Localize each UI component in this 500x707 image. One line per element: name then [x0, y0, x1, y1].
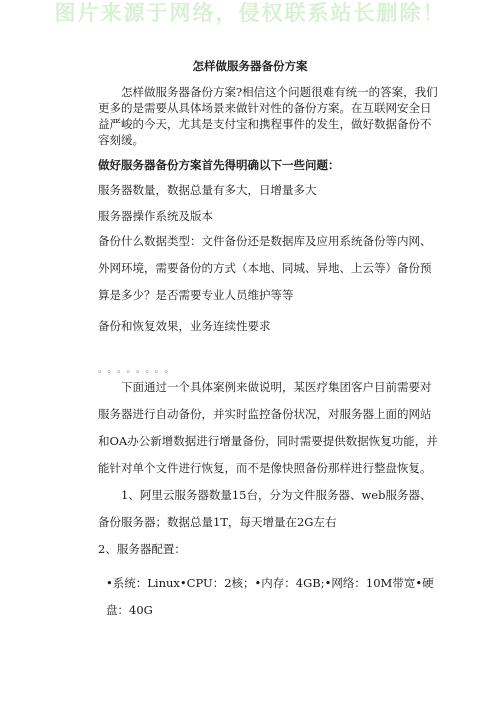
question-data-type: 备份什么数据类型：文件备份还是数据库及应用系统备份等内网、外网环境，需要备份的方式（本地、同城、异地、上云等）备份预算是多少？是否需要专业人员维护等等 [98, 234, 432, 302]
server-spec-list: •系统：Linux•CPU：2核；•内存：4GB;•网络：10M带宽•硬盘：40G [106, 576, 434, 617]
intro-paragraph: 怎样做服务器备份方案?相信这个问题很难有统一的答案，我们更多的是需要从具体场景来做针对性的备份方案。在互联网安全日益严峻的今天，尤其是支付宝和携程事件的发生，做好数据备份不容刻缓。 [98, 85, 438, 147]
question-os-version: 服务器操作系统及版本 [98, 209, 213, 223]
item-server-config: 2、服务器配置： [98, 542, 186, 556]
question-recovery: 备份和恢复效果，业务连续性要求 [98, 319, 271, 333]
question-server-count: 服务器数量，数据总量有多大，日增量多大 [98, 183, 317, 197]
item-server-count: 1、阿里云服务器数量15台，分为文件服务器、web服务器、备份服务器；数据总量1T，每天增量在2G左右 [98, 488, 432, 529]
watermark: 图片来源于网络，侵权联系站长删除！ [54, 1, 446, 25]
document-title: 怎样做服务器备份方案 [192, 59, 308, 73]
case-paragraph: 下面通过一个具体案例来做说明，某医疗集团客户目前需要对服务器进行自动备份，并实时监控备份状况，对服务器上面的网站和OA办公新增数据进行增量备份，同时需要提供数据恢复功能，并能针对单个文件进行恢复，而不是像快照备份那样进行整盘恢复。 [98, 380, 438, 475]
questions-heading: 做好服务器备份方案首先得明确以下一些问题： [98, 158, 340, 172]
separator-dots: 。。。。。。。。 [98, 365, 179, 375]
